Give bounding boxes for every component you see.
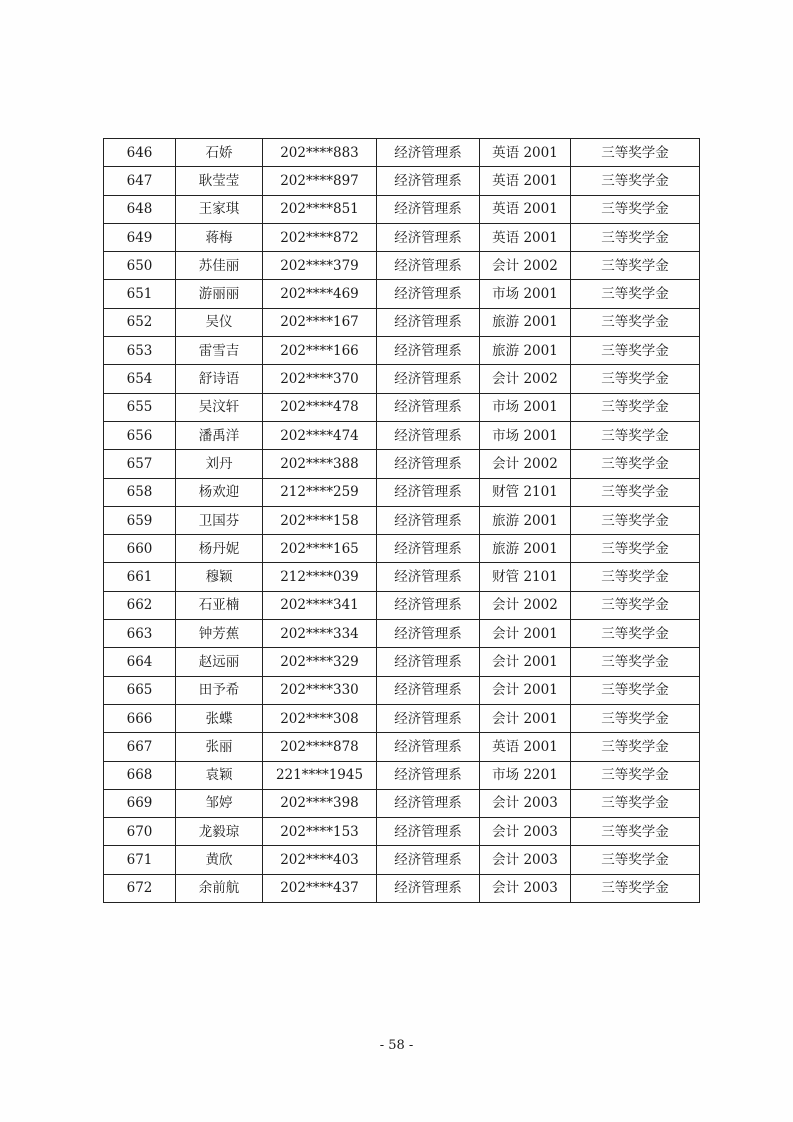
class-cell: 市场 2001 [480, 393, 571, 421]
table-row [104, 676, 700, 704]
department-cell: 经济管理系 [377, 535, 480, 563]
student-id-cell: 202****474 [263, 421, 377, 449]
student-name-cell: 赵远丽 [176, 648, 263, 676]
row-number-cell: 649 [104, 223, 176, 251]
row-number-cell: 657 [104, 450, 176, 478]
table-row [104, 818, 700, 846]
class-cell: 英语 2001 [480, 139, 571, 167]
student-id-cell: 202****165 [263, 535, 377, 563]
row-number-cell: 671 [104, 846, 176, 874]
row-number-cell: 647 [104, 167, 176, 195]
student-id-cell: 202****341 [263, 591, 377, 619]
student-name-cell: 杨欢迎 [176, 478, 263, 506]
table-row [104, 563, 700, 591]
student-name-cell: 钟芳蕉 [176, 620, 263, 648]
department-cell: 经济管理系 [377, 365, 480, 393]
student-name-cell: 袁颖 [176, 761, 263, 789]
student-id-cell: 202****878 [263, 733, 377, 761]
department-cell: 经济管理系 [377, 818, 480, 846]
row-number-cell: 663 [104, 620, 176, 648]
table-row [104, 648, 700, 676]
class-cell: 会计 2002 [480, 252, 571, 280]
class-cell: 旅游 2001 [480, 308, 571, 336]
class-cell: 旅游 2001 [480, 337, 571, 365]
class-cell: 会计 2002 [480, 450, 571, 478]
department-cell: 经济管理系 [377, 478, 480, 506]
table-row [104, 252, 700, 280]
student-name-cell: 吴汶轩 [176, 393, 263, 421]
table-row [104, 874, 700, 902]
class-cell: 英语 2001 [480, 167, 571, 195]
award-cell: 三等奖学金 [571, 648, 700, 676]
table-row [104, 704, 700, 732]
award-cell: 三等奖学金 [571, 761, 700, 789]
student-name-cell: 游丽丽 [176, 280, 263, 308]
table-row [104, 139, 700, 167]
department-cell: 经济管理系 [377, 620, 480, 648]
award-cell: 三等奖学金 [571, 733, 700, 761]
department-cell: 经济管理系 [377, 874, 480, 902]
table-row [104, 450, 700, 478]
row-number-cell: 655 [104, 393, 176, 421]
department-cell: 经济管理系 [377, 761, 480, 789]
row-number-cell: 650 [104, 252, 176, 280]
class-cell: 英语 2001 [480, 733, 571, 761]
student-id-cell: 202****883 [263, 139, 377, 167]
table-row [104, 733, 700, 761]
award-cell: 三等奖学金 [571, 591, 700, 619]
class-cell: 会计 2001 [480, 620, 571, 648]
student-name-cell: 刘丹 [176, 450, 263, 478]
table-row [104, 478, 700, 506]
table-row [104, 337, 700, 365]
award-cell: 三等奖学金 [571, 818, 700, 846]
class-cell: 英语 2001 [480, 223, 571, 251]
student-name-cell: 龙毅琼 [176, 818, 263, 846]
table-row [104, 223, 700, 251]
department-cell: 经济管理系 [377, 733, 480, 761]
row-number-cell: 654 [104, 365, 176, 393]
student-id-cell: 202****437 [263, 874, 377, 902]
student-name-cell: 卫国芬 [176, 506, 263, 534]
scholarship-table [103, 138, 700, 903]
student-id-cell: 202****398 [263, 789, 377, 817]
class-cell: 财管 2101 [480, 478, 571, 506]
class-cell: 会计 2003 [480, 846, 571, 874]
student-name-cell: 石娇 [176, 139, 263, 167]
award-cell: 三等奖学金 [571, 478, 700, 506]
table-row [104, 535, 700, 563]
department-cell: 经济管理系 [377, 648, 480, 676]
class-cell: 会计 2002 [480, 365, 571, 393]
class-cell: 财管 2101 [480, 563, 571, 591]
student-id-cell: 202****851 [263, 195, 377, 223]
row-number-cell: 672 [104, 874, 176, 902]
department-cell: 经济管理系 [377, 195, 480, 223]
student-id-cell: 221****1945 [263, 761, 377, 789]
student-name-cell: 张蝶 [176, 704, 263, 732]
class-cell: 市场 2201 [480, 761, 571, 789]
class-cell: 会计 2003 [480, 818, 571, 846]
table-row [104, 591, 700, 619]
row-number-cell: 668 [104, 761, 176, 789]
class-cell: 旅游 2001 [480, 506, 571, 534]
table-row [104, 365, 700, 393]
row-number-cell: 670 [104, 818, 176, 846]
student-id-cell: 202****897 [263, 167, 377, 195]
student-name-cell: 舒诗语 [176, 365, 263, 393]
student-name-cell: 雷雪吉 [176, 337, 263, 365]
row-number-cell: 667 [104, 733, 176, 761]
student-id-cell: 212****259 [263, 478, 377, 506]
row-number-cell: 646 [104, 139, 176, 167]
department-cell: 经济管理系 [377, 280, 480, 308]
class-cell: 会计 2001 [480, 676, 571, 704]
award-cell: 三等奖学金 [571, 563, 700, 591]
award-cell: 三等奖学金 [571, 789, 700, 817]
department-cell: 经济管理系 [377, 167, 480, 195]
award-cell: 三等奖学金 [571, 450, 700, 478]
student-id-cell: 202****334 [263, 620, 377, 648]
department-cell: 经济管理系 [377, 139, 480, 167]
student-id-cell: 202****329 [263, 648, 377, 676]
table-row [104, 789, 700, 817]
student-id-cell: 202****370 [263, 365, 377, 393]
table-row [104, 195, 700, 223]
student-name-cell: 杨丹妮 [176, 535, 263, 563]
department-cell: 经济管理系 [377, 337, 480, 365]
student-name-cell: 耿莹莹 [176, 167, 263, 195]
table-row [104, 308, 700, 336]
award-cell: 三等奖学金 [571, 223, 700, 251]
department-cell: 经济管理系 [377, 846, 480, 874]
student-id-cell: 202****469 [263, 280, 377, 308]
class-cell: 会计 2003 [480, 874, 571, 902]
table-row [104, 421, 700, 449]
row-number-cell: 658 [104, 478, 176, 506]
award-cell: 三等奖学金 [571, 421, 700, 449]
student-name-cell: 吴仪 [176, 308, 263, 336]
department-cell: 经济管理系 [377, 421, 480, 449]
award-cell: 三等奖学金 [571, 704, 700, 732]
row-number-cell: 652 [104, 308, 176, 336]
department-cell: 经济管理系 [377, 789, 480, 817]
student-id-cell: 202****158 [263, 506, 377, 534]
award-cell: 三等奖学金 [571, 308, 700, 336]
student-name-cell: 余前航 [176, 874, 263, 902]
award-cell: 三等奖学金 [571, 167, 700, 195]
department-cell: 经济管理系 [377, 252, 480, 280]
table-row [104, 620, 700, 648]
award-cell: 三等奖学金 [571, 846, 700, 874]
student-name-cell: 田予希 [176, 676, 263, 704]
student-id-cell: 202****388 [263, 450, 377, 478]
award-cell: 三等奖学金 [571, 620, 700, 648]
student-id-cell: 202****478 [263, 393, 377, 421]
row-number-cell: 662 [104, 591, 176, 619]
student-id-cell: 202****153 [263, 818, 377, 846]
student-id-cell: 202****308 [263, 704, 377, 732]
table-row [104, 761, 700, 789]
student-name-cell: 石亚楠 [176, 591, 263, 619]
row-number-cell: 656 [104, 421, 176, 449]
row-number-cell: 653 [104, 337, 176, 365]
award-cell: 三等奖学金 [571, 393, 700, 421]
student-name-cell: 潘禹洋 [176, 421, 263, 449]
student-name-cell: 黄欣 [176, 846, 263, 874]
table-row [104, 846, 700, 874]
row-number-cell: 659 [104, 506, 176, 534]
row-number-cell: 665 [104, 676, 176, 704]
department-cell: 经济管理系 [377, 591, 480, 619]
award-cell: 三等奖学金 [571, 252, 700, 280]
student-id-cell: 212****039 [263, 563, 377, 591]
class-cell: 旅游 2001 [480, 535, 571, 563]
table-row [104, 506, 700, 534]
class-cell: 市场 2001 [480, 421, 571, 449]
award-cell: 三等奖学金 [571, 195, 700, 223]
department-cell: 经济管理系 [377, 676, 480, 704]
department-cell: 经济管理系 [377, 563, 480, 591]
student-name-cell: 邹婷 [176, 789, 263, 817]
student-name-cell: 蒋梅 [176, 223, 263, 251]
row-number-cell: 651 [104, 280, 176, 308]
row-number-cell: 648 [104, 195, 176, 223]
student-id-cell: 202****872 [263, 223, 377, 251]
table-row [104, 393, 700, 421]
student-name-cell: 苏佳丽 [176, 252, 263, 280]
class-cell: 市场 2001 [480, 280, 571, 308]
page-number: - 58 - [379, 1038, 414, 1053]
department-cell: 经济管理系 [377, 393, 480, 421]
class-cell: 会计 2002 [480, 591, 571, 619]
row-number-cell: 661 [104, 563, 176, 591]
award-cell: 三等奖学金 [571, 365, 700, 393]
student-id-cell: 202****403 [263, 846, 377, 874]
student-name-cell: 穆颖 [176, 563, 263, 591]
row-number-cell: 666 [104, 704, 176, 732]
department-cell: 经济管理系 [377, 450, 480, 478]
department-cell: 经济管理系 [377, 223, 480, 251]
student-name-cell: 王家琪 [176, 195, 263, 223]
award-cell: 三等奖学金 [571, 139, 700, 167]
department-cell: 经济管理系 [377, 704, 480, 732]
row-number-cell: 664 [104, 648, 176, 676]
department-cell: 经济管理系 [377, 506, 480, 534]
award-cell: 三等奖学金 [571, 280, 700, 308]
class-cell: 会计 2001 [480, 704, 571, 732]
row-number-cell: 669 [104, 789, 176, 817]
class-cell: 会计 2003 [480, 789, 571, 817]
table-row [104, 167, 700, 195]
scholarship-table-body [104, 139, 700, 903]
student-id-cell: 202****167 [263, 308, 377, 336]
student-id-cell: 202****379 [263, 252, 377, 280]
award-cell: 三等奖学金 [571, 506, 700, 534]
class-cell: 会计 2001 [480, 648, 571, 676]
award-cell: 三等奖学金 [571, 337, 700, 365]
class-cell: 英语 2001 [480, 195, 571, 223]
student-name-cell: 张丽 [176, 733, 263, 761]
student-id-cell: 202****166 [263, 337, 377, 365]
award-cell: 三等奖学金 [571, 676, 700, 704]
row-number-cell: 660 [104, 535, 176, 563]
table-row [104, 280, 700, 308]
award-cell: 三等奖学金 [571, 874, 700, 902]
award-cell: 三等奖学金 [571, 535, 700, 563]
student-id-cell: 202****330 [263, 676, 377, 704]
department-cell: 经济管理系 [377, 308, 480, 336]
